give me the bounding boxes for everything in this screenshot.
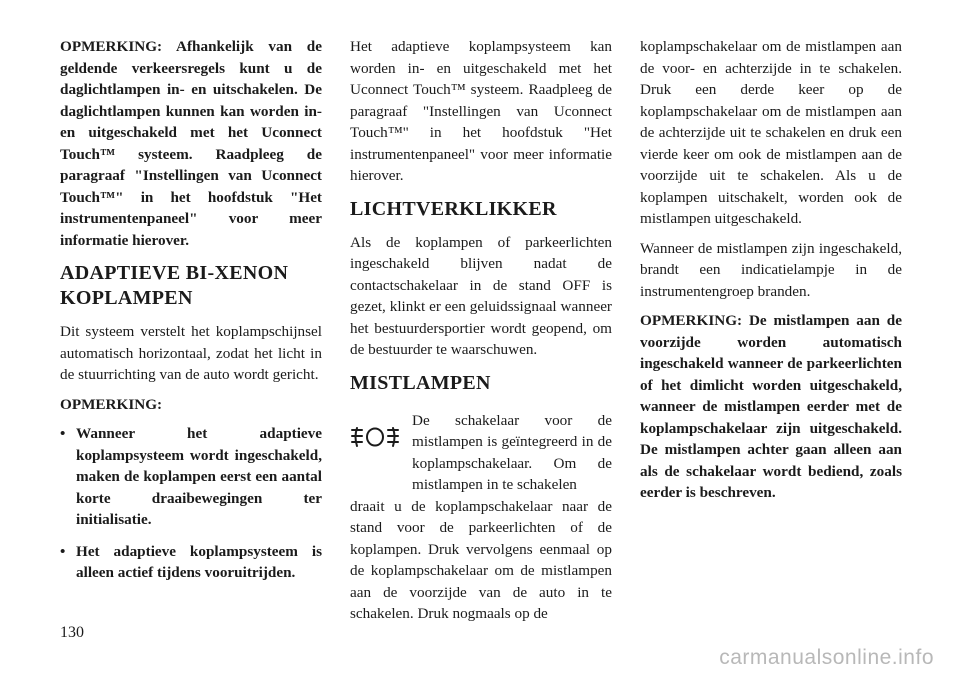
fog-lamp-intro bbox=[350, 410, 612, 496]
fog-lamp-intro-text: De schakelaar voor de mistlampen is geïntegreerd in de koplampschakelaar. Om de mistlampen in te schakelen bbox=[412, 411, 612, 493]
bullet-icon: • bbox=[60, 425, 66, 442]
note-bullet-list bbox=[60, 423, 322, 584]
column-middle bbox=[350, 36, 612, 633]
paragraph-adaptive-description: Dit systeem verstelt het koplampschijnsel automatisch horizontaal, zodat het licht in de stuurrichting van de auto wordt gericht. bbox=[60, 323, 322, 383]
column-left bbox=[60, 36, 322, 594]
heading-adaptive-bixenon: ADAPTIEVE BI-XENON KOPLAMPEN bbox=[60, 262, 289, 309]
note-daytime-lights: OPMERKING: Afhankelijk van de geldende verkeersregels kunt u de daglichtlampen in- en uitschakelen. De daglichtlampen kunnen kan worden in- en uitgeschakeld met het Uconnect Touch™ systeem. Raadpleeg de paragraaf "Instellingen van Uconnect Touch™" in het hoofdstuk "Het instrumentenpaneel" voor meer informatie hierover. bbox=[60, 38, 322, 249]
list-item bbox=[60, 423, 322, 531]
paragraph-fog-lamp-operation: draait u de koplampschakelaar naar de stand voor de parkeerlichten of de koplampen. Druk vervolgens eenmaal op de koplampschakelaar om de mistlampen aan de voorzijde van de auto in te schakelen. Druk nogmaals op de bbox=[350, 497, 612, 622]
column-right bbox=[640, 36, 902, 512]
bullet-text: Het adaptieve koplampsysteem is alleen actief tijdens vooruitrijden. bbox=[76, 542, 322, 581]
note-label: OPMERKING: bbox=[60, 395, 163, 413]
paragraph-light-warning: Als de koplampen of parkeerlichten ingeschakeld blijven nadat de contactschakelaar in de stand OFF is gezet, klinkt er een geluidssignaal wanneer het bestuurdersportier wordt geopend, om de bestuurder te waarschuwen. bbox=[350, 233, 612, 358]
fog-lamp-icon bbox=[350, 410, 412, 496]
note-fog-lamps: OPMERKING: De mistlampen aan de voorzijde worden automatisch ingeschakeld wanneer de parkeerlichten of het dimlicht worden uitgeschakeld, wanneer de mistlampen eerder met de koplampschakelaar zijn uitgeschakeld. De mistlampen achter gaan alleen aan als de schakelaar wordt bediend, zoals eerder is beschreven. bbox=[640, 312, 902, 501]
list-item bbox=[60, 541, 322, 584]
page-number: 130 bbox=[60, 624, 84, 641]
bullet-text: Wanneer het adaptieve koplampsysteem wordt ingeschakeld, maken de koplampen eerst een aantal korte draaibewegingen ter initialisatie. bbox=[76, 425, 322, 528]
bullet-icon: • bbox=[60, 542, 66, 560]
watermark: carmanualsonline.info bbox=[719, 646, 934, 669]
paragraph-fog-indicator: Wanneer de mistlampen zijn ingeschakeld, brandt een indicatielampje in de instrumentengroep branden. bbox=[640, 239, 902, 300]
heading-fog-lamps: MISTLAMPEN bbox=[350, 371, 491, 394]
paragraph-fog-lamp-continued: koplampschakelaar om de mistlampen aan de voor- en achterzijde in te schakelen. Druk een derde keer op de koplampschakelaar om de mistlampen aan de achterzijde uit te schakelen en druk een vierde keer om ook de mistlampen aan de voorzijde uit te schakelen. Als u de koplampen uitschakelt, worden ook de mistlampen uitgeschakeld. bbox=[640, 38, 902, 227]
heading-light-warning: LICHTVERKLIKKER bbox=[350, 197, 557, 220]
paragraph-uconnect-setting: Het adaptieve koplampsysteem kan worden in- en uitgeschakeld met het Uconnect Touch™ systeem. Raadpleeg de paragraaf "Instellingen van Uconnect Touch™" in het hoofdstuk "Het instrumentenpaneel" voor meer informatie hierover. bbox=[350, 38, 612, 184]
